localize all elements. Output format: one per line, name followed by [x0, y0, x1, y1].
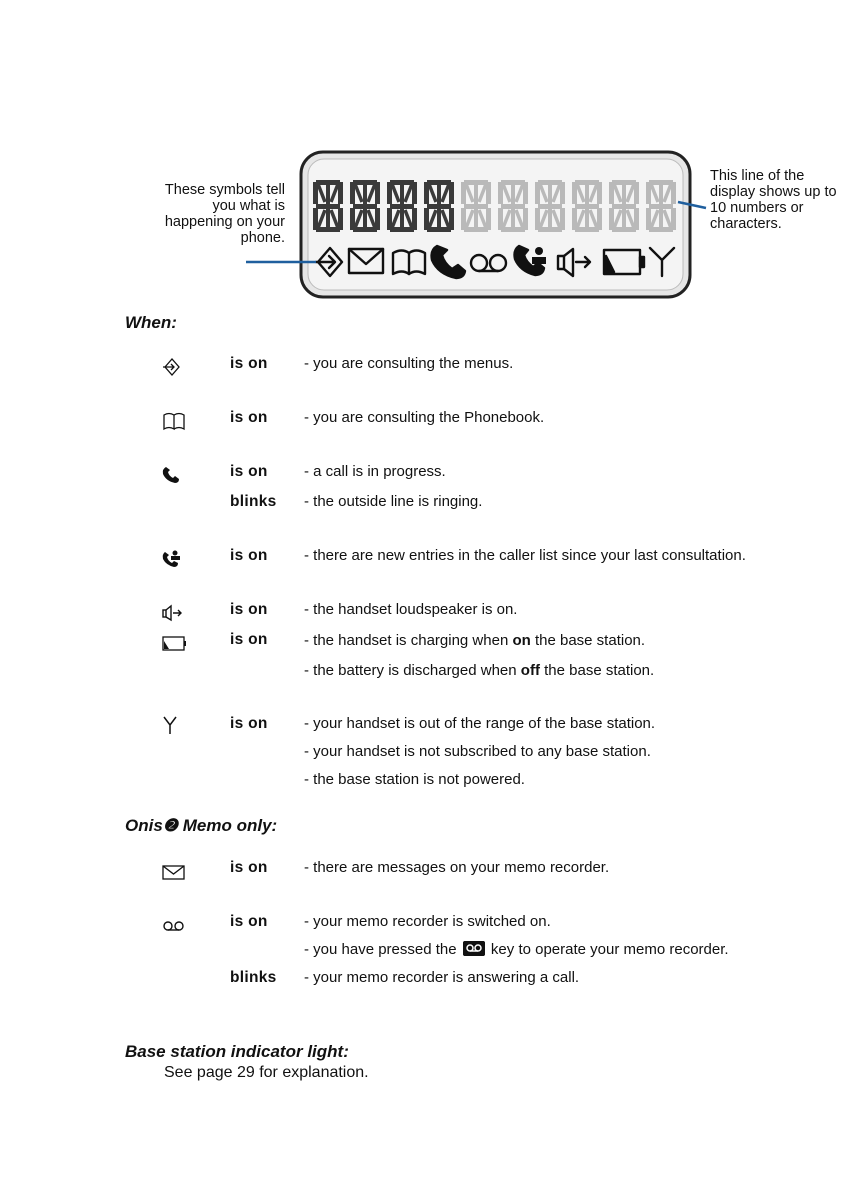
segment [511, 183, 515, 204]
character-cell [350, 180, 380, 232]
description: - your handset is out of the range of the base station. [304, 715, 656, 732]
base-heading: Base station indicator light: [125, 1042, 349, 1061]
state-label: is on [230, 601, 268, 618]
segment [390, 204, 414, 209]
segment [622, 209, 626, 230]
state-label: is on [230, 859, 268, 876]
segment [474, 183, 478, 204]
description: - you have pressed the key to operate your memo recorder. [304, 941, 729, 958]
segment [464, 204, 488, 209]
segment [363, 209, 367, 230]
character-cell [461, 180, 491, 232]
segment [316, 204, 340, 209]
handset-icon [160, 464, 188, 486]
description: - the handset loudspeaker is on. [304, 601, 518, 618]
state-label: blinks [230, 969, 277, 986]
segment [427, 204, 451, 209]
segment [575, 204, 599, 209]
state-label: is on [230, 631, 268, 648]
segment [326, 183, 330, 204]
description: - your memo recorder is switched on. [304, 913, 551, 930]
character-cell [572, 180, 602, 232]
segment [585, 183, 589, 204]
battery-icon [160, 632, 188, 654]
character-cell [313, 180, 343, 232]
segment [585, 209, 589, 230]
segment [659, 209, 663, 230]
segment [622, 183, 626, 204]
antenna-icon [160, 714, 188, 736]
segment [326, 209, 330, 230]
segment [474, 209, 478, 230]
segment [437, 209, 441, 230]
phonebook-icon [160, 410, 188, 432]
segment [659, 183, 663, 204]
description: - your memo recorder is answering a call. [304, 969, 580, 986]
character-cell [535, 180, 565, 232]
description: - a call is in progress. [304, 463, 446, 480]
state-label: blinks [230, 493, 277, 510]
envelope-icon [160, 861, 188, 883]
segment [538, 204, 562, 209]
state-label: is on [230, 715, 268, 732]
description: - the battery is discharged when off the base station. [304, 662, 655, 679]
memo-heading: Onis❷ Memo only: [125, 816, 278, 835]
state-label: is on [230, 409, 268, 426]
description: - there are messages on your memo recorder. [304, 859, 610, 876]
description: - your handset is not subscribed to any base station. [304, 743, 651, 760]
description: - you are consulting the menus. [304, 355, 514, 372]
state-label: is on [230, 355, 268, 372]
tape-icon [160, 915, 188, 937]
menu-arrow-icon [160, 356, 188, 378]
base-explanation: See page 29 for explanation. [164, 1064, 369, 1081]
caller-list-icon [160, 548, 188, 570]
segment [612, 204, 636, 209]
loudspeaker-icon [160, 602, 188, 624]
segment [400, 209, 404, 230]
segment [511, 209, 515, 230]
character-cell [387, 180, 417, 232]
character-cell [646, 180, 676, 232]
state-label: is on [230, 547, 268, 564]
memo-key-icon [463, 941, 485, 956]
segment [649, 204, 673, 209]
description: - the outside line is ringing. [304, 493, 483, 510]
segment [400, 183, 404, 204]
description: - you are consulting the Phonebook. [304, 409, 545, 426]
segment [548, 183, 552, 204]
state-label: is on [230, 463, 268, 480]
segment [501, 204, 525, 209]
callout-characters: This line of the display shows up to 10 numbers or characters. [710, 168, 837, 232]
description: - there are new entries in the caller list since your last consultation. [304, 547, 746, 564]
when-heading: When: [125, 313, 177, 332]
description: - the base station is not powered. [304, 771, 525, 788]
character-cell [609, 180, 639, 232]
segment [353, 204, 377, 209]
callout-symbols: These symbols tell you what is happening on your phone. [164, 182, 285, 246]
display-illustration [0, 0, 850, 310]
segment [363, 183, 367, 204]
segment [437, 183, 441, 204]
character-cell [498, 180, 528, 232]
description: - the handset is charging when on the base station. [304, 632, 646, 649]
segment [548, 209, 552, 230]
character-cell [424, 180, 454, 232]
state-label: is on [230, 913, 268, 930]
